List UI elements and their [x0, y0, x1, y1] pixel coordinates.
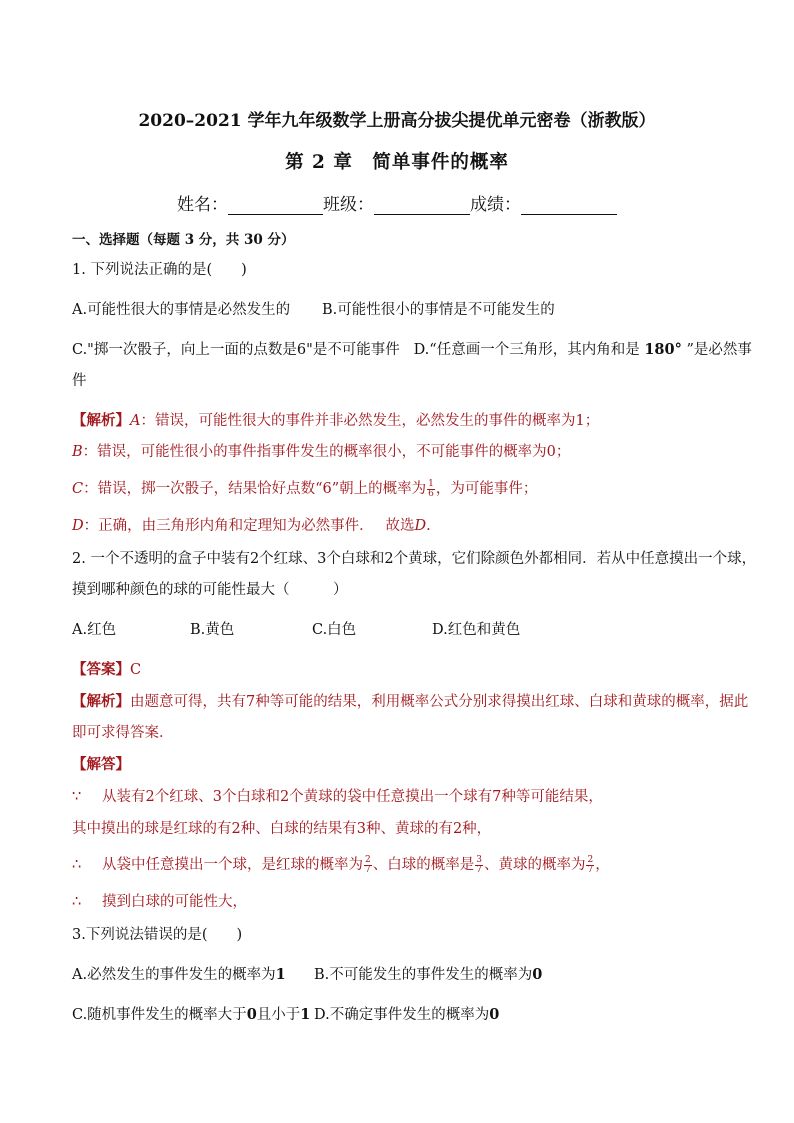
q2-option-b: B.黄色 — [190, 622, 235, 638]
q1-analysis-a-text: ：错误，可能性很大的事件并非必然发生，必然发生的事件的概率为1； — [140, 413, 600, 429]
q1-analysis-c-text: ：错误，掷一次骰子，结果恰好点数“6”朝上的概率为 — [83, 481, 427, 497]
fraction-numerator: 2 — [365, 854, 371, 865]
q3-option-b-text: B.不可能发生的事件发生的概率为 — [314, 967, 533, 983]
q2-option-a: A.红色 — [72, 622, 117, 638]
q1-analysis-b-text: ：错误，可能性很小的事件指事件发生的概率很小，不可能事件的概率为0； — [82, 444, 571, 460]
q1-analysis-d — [72, 516, 431, 536]
q2-solution-text3b: 、白球的概率是 — [372, 857, 475, 873]
q3-stem: 3.下列说法错误的是( ) — [72, 927, 243, 943]
red-probability-fraction — [364, 856, 372, 875]
q1-option-a: A.可能性很大的事情是必然发生的 — [72, 302, 291, 318]
q2-solution-text3a: 从袋中任意摸出一个球，是红球的概率为 — [102, 857, 363, 873]
q1-analysis-c-text-end: ，为可能事件； — [435, 481, 538, 497]
name-label: 姓名： — [177, 195, 228, 215]
q1-analysis-a-letter: A — [130, 413, 141, 429]
q3-option-d-value: 0 — [489, 1006, 500, 1023]
fraction-denominator: 6 — [428, 488, 434, 499]
q1-analysis-d-text: ：正确，由三角形内角和定理知为必然事件． 故选 — [83, 518, 415, 534]
q1-analysis-a — [72, 411, 599, 431]
q2-option-c: C.白色 — [312, 622, 357, 638]
answer-label: 【答案】 — [72, 661, 130, 678]
q2-options — [72, 620, 520, 640]
q3-option-c — [72, 1005, 314, 1025]
q1-analysis-c-letter: C — [72, 481, 84, 497]
q3-option-c-mid: 且小于 — [256, 1007, 301, 1023]
q3-options-ab — [72, 965, 542, 985]
because-symbol: ∵ — [72, 789, 82, 805]
score-blank[interactable] — [521, 196, 617, 215]
q1-answer-choice: D — [414, 518, 427, 534]
class-blank[interactable] — [374, 196, 470, 215]
q2-analysis-text: 由题意可得，共有7种等可能的结果，利用概率公式分别求得摸出红球、白球和黄球的概率，据此 — [130, 694, 749, 710]
q3-option-a-value: 1 — [275, 966, 286, 983]
q2-analysis-line2: 即可求得答案． — [72, 725, 174, 741]
white-probability-fraction — [475, 856, 483, 875]
document-title: 2020–2021 学年九年级数学上册高分拔尖提优单元密卷（浙教版） — [138, 111, 656, 131]
q1-option-b: B.可能性很小的事情是不可能发生的 — [322, 302, 555, 318]
q3-option-c-text: C.随机事件发生的概率大于 — [72, 1007, 247, 1023]
q2-analysis-line1 — [72, 692, 748, 712]
one-sixth-fraction — [427, 480, 435, 499]
solution-label: 【解答】 — [72, 756, 130, 773]
q2-solution-line4 — [72, 892, 247, 912]
q2-stem-line1: 2. 一个不透明的盒子中装有2个红球、3个白球和2个黄球，它们除颜色外都相同．若从中任意摸出一个球， — [72, 551, 757, 567]
fraction-denominator: 7 — [587, 864, 594, 875]
therefore-symbol: ∴ — [72, 857, 82, 873]
q2-solution-text3d: ， — [595, 857, 610, 873]
q2-stem-line2: 摸到哪种颜色的球的可能性最大（ ） — [72, 582, 348, 598]
section-heading: 一、选择题（每题 3 分，共 30 分） — [72, 232, 295, 248]
q2-answer — [72, 660, 141, 680]
q3-option-d — [314, 1005, 499, 1025]
analysis-label: 【解析】 — [72, 693, 130, 710]
chapter-title: 第 2 章 简单事件的概率 — [285, 152, 509, 173]
q1-option-d-text: D.“任意画一个三角形，其内角和是 — [413, 342, 645, 358]
q2-solution-text3c: 、黄球的概率为 — [483, 857, 586, 873]
score-label: 成绩： — [470, 195, 521, 215]
q3-option-c-value1: 0 — [246, 1006, 257, 1023]
fraction-numerator: 2 — [587, 854, 594, 865]
q1-analysis-b-letter: B — [72, 444, 83, 460]
q1-analysis-c — [72, 479, 537, 499]
fraction-denominator: 7 — [365, 864, 371, 875]
answer-value: C — [130, 662, 142, 678]
q1-analysis-d-letter: D — [72, 518, 84, 534]
q3-option-a — [72, 965, 314, 985]
q1-options-ab — [72, 300, 555, 320]
q2-solution-line3 — [72, 855, 610, 875]
q2-solution-line1 — [72, 787, 603, 807]
therefore-symbol: ∴ — [72, 894, 82, 910]
q3-option-b — [314, 965, 542, 985]
q1-option-d — [414, 342, 752, 358]
name-blank[interactable] — [228, 196, 323, 215]
q1-analysis-b — [72, 442, 570, 462]
q1-option-d-degree: 180° — [644, 341, 682, 358]
yellow-probability-fraction — [586, 856, 594, 875]
q2-solution-text4: 摸到白球的可能性大， — [102, 894, 247, 910]
q3-options-cd — [72, 1005, 499, 1025]
q1-options-cd — [72, 340, 752, 360]
fraction-denominator: 7 — [476, 864, 482, 875]
class-label: 班级： — [323, 195, 374, 215]
q3-option-b-value: 0 — [532, 966, 543, 983]
q2-option-d: D.红色和黄色 — [432, 622, 521, 638]
q2-solution-text1: 从装有2个红球、3个白球和2个黄球的袋中任意摸出一个球有7种等可能结果， — [102, 789, 603, 805]
q1-option-c: C."掷一次骰子，向上一面的点数是6"是不可能事件 — [72, 342, 400, 358]
q1-analysis-d-end: . — [426, 518, 431, 534]
q3-option-a-text: A.必然发生的事件发生的概率为 — [72, 967, 276, 983]
student-info-row — [0, 190, 794, 215]
fraction-numerator: 3 — [476, 854, 482, 865]
q3-option-c-value2: 1 — [300, 1006, 311, 1023]
q1-stem: 1. 下列说法正确的是( ) — [72, 262, 247, 278]
q1-option-d-continued: 件 — [72, 373, 87, 389]
fraction-numerator: 1 — [428, 478, 434, 489]
q2-solution-line2: 其中摸出的球是红球的有2种、白球的结果有3种、黄球的有2种， — [72, 821, 492, 837]
analysis-label: 【解析】 — [72, 412, 130, 429]
q1-option-d-text-end: ”是必然事 — [681, 342, 752, 358]
q3-option-d-text: D.不确定事件发生的概率为 — [314, 1007, 490, 1023]
